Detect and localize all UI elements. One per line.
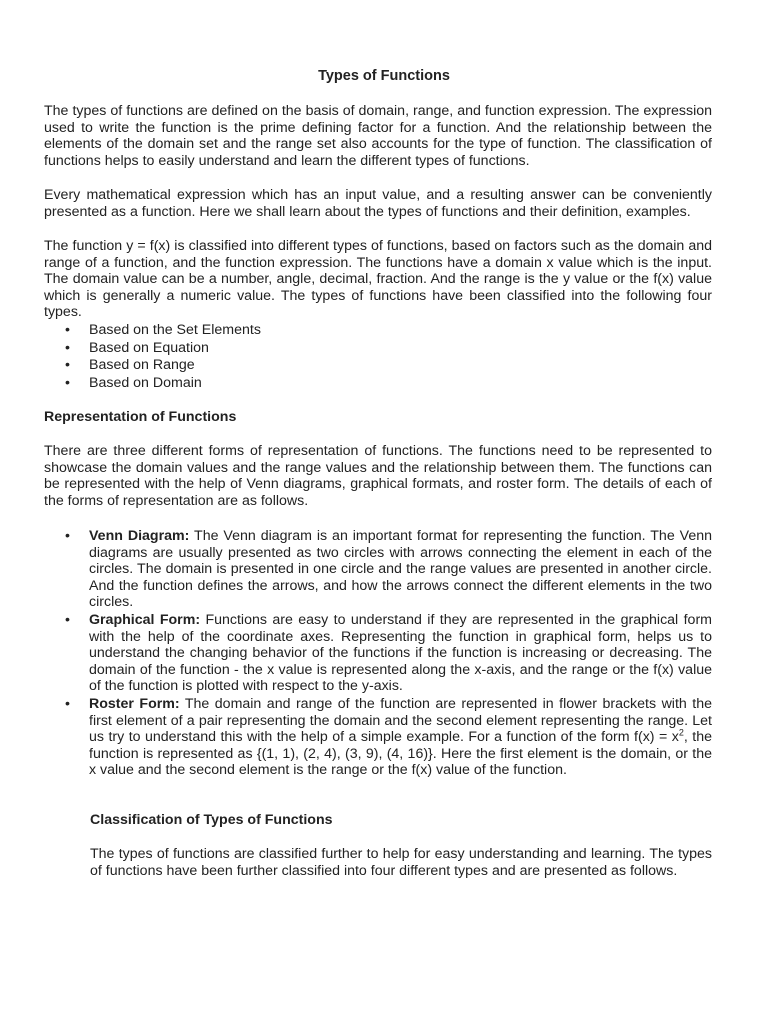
intro-paragraph-2: Every mathematical expression which has an input value, and a resulting answer can be conveniently presented as a function. Here we shall learn about the types of functions and their definition, examples.	[44, 187, 712, 220]
page-title: Types of Functions	[318, 68, 450, 84]
roster-form-term: Roster Form:	[89, 695, 180, 712]
bullet-icon: •	[65, 357, 70, 373]
representation-forms-list	[44, 528, 712, 779]
list-item: • Graphical Form: Functions are easy to understand if they are represented in the graphical form with the help of the coordinate axes. Representing the function in graphical form, helps us to understand the changing behavior of the functions if the function is increasing or decreasing. The domain of the function - the x value is represented along the x-axis, and the range or the f(x) value of the function is plotted with respect to the y-axis.	[65, 611, 712, 695]
list-item: • Based on Domain	[65, 374, 202, 391]
list-item: • Based on the Set Elements	[65, 322, 261, 338]
bullet-icon: •	[65, 374, 70, 391]
section-heading-classification: Classification of Types of Functions	[90, 812, 333, 828]
bullet-icon: •	[65, 339, 70, 356]
venn-diagram-term: Venn Diagram:	[89, 528, 190, 544]
bullet-icon: •	[65, 322, 70, 338]
graphical-form-term: Graphical Form:	[89, 611, 201, 628]
bullet-icon: •	[65, 611, 70, 628]
intro-paragraph-3: The function y = f(x) is classified into different types of functions, based on factors such as the domain and range of a function, and the function expression. The functions have a domain x value which is the input. The domain value can be a number, angle, decimal, fraction. And the range is the y value or the f(x) value which is generally a numeric value. The types of functions have been classified into the following four types.	[44, 238, 712, 321]
list-item: • Based on Range	[65, 357, 195, 373]
bullet-icon: •	[65, 528, 70, 544]
bullet-icon: •	[65, 695, 70, 712]
representation-paragraph: There are three different forms of representation of functions. The functions need to be represented to showcase the domain values and the range values and the relationship between them. The functions can be represented with the help of Venn diagrams, graphical formats, and roster form. The details of each of the forms of representation are as follows.	[44, 443, 712, 509]
list-item: • Venn Diagram: The Venn diagram is an important format for representing the function. The Venn diagrams are usually presented as two circles with arrows connecting the element in each of the circles. The domain is presented in one circle and the range values are presented in another circle. And the function defines the arrows, and how the arrows connect the different elements in the two circles.	[65, 528, 712, 611]
list-item: • Based on Equation	[65, 339, 209, 356]
intro-paragraph-1: The types of functions are defined on the basis of domain, range, and function expression. The expression used to write the function is the prime defining factor for a function. And the relationship between the elements of the domain set and the range set also accounts for the type of function. The classification of functions helps to easily understand and learn the different types of functions.	[44, 103, 712, 169]
list-item: • Roster Form: The domain and range of the function are represented in flower brackets with the first element of a pair representing the domain and the second element representing the range. Let us try to understand this with the help of a simple example. For a function of the form $f(x) = x^2$, the function is represented as {(1, 1), (2, 4), (3, 9), (4, 16)}. Here the first element is the domain, or the x value and the second element is the range or the f(x) value of the function.	[65, 695, 712, 779]
classification-paragraph: The types of functions are classified further to help for easy understanding and learning. The types of functions have been further classified into four different types and are presented as follows.	[90, 846, 712, 879]
function-basis-list	[44, 322, 712, 392]
section-heading-representation: Representation of Functions	[44, 409, 237, 425]
